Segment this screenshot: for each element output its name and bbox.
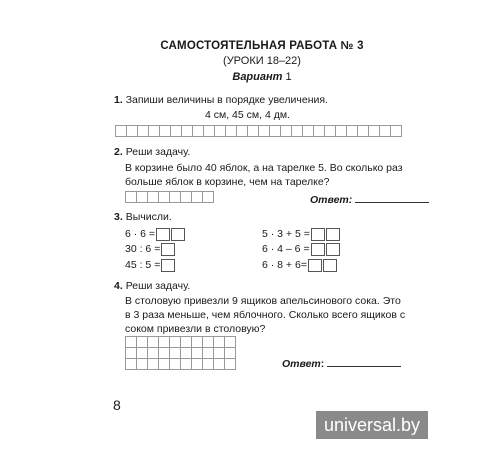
answer-box[interactable] bbox=[326, 228, 340, 241]
answer-grid[interactable] bbox=[125, 191, 214, 203]
task-4-text-line-3: соком привезли в столовую? bbox=[125, 323, 266, 335]
task-4 bbox=[114, 280, 190, 292]
answer-box[interactable] bbox=[326, 243, 340, 256]
answer-box[interactable] bbox=[171, 228, 185, 241]
answer-label: Ответ bbox=[282, 358, 321, 370]
task-3-number: 3. bbox=[114, 211, 123, 223]
expression-text: 6 · 8 + 6= bbox=[262, 259, 307, 271]
answer-box[interactable] bbox=[161, 243, 175, 256]
expression-text: 6 · 6 = bbox=[125, 228, 156, 240]
task-4-text-line-1: В столовую привезли 9 ящиков апельсинового сока. Это bbox=[125, 295, 401, 307]
answer-line[interactable] bbox=[355, 192, 429, 203]
task-2-text-line-1: В корзине было 40 яблок, а на тарелке 5. Во сколько раз bbox=[125, 162, 403, 174]
answer-box[interactable] bbox=[311, 228, 325, 241]
expression-text: 30 : 6 = bbox=[125, 243, 161, 255]
expression-text: 45 : 5 = bbox=[125, 259, 161, 271]
answer-box[interactable] bbox=[311, 243, 325, 256]
task-1-number: 1. bbox=[114, 94, 123, 106]
task-4-text-line-2: в 3 раза меньше, чем яблочного. Сколько всего ящиков с bbox=[125, 309, 406, 321]
task-1 bbox=[114, 94, 328, 106]
task-2-grid[interactable] bbox=[125, 191, 214, 203]
task-1-values: 4 см, 45 см, 4 дм. bbox=[205, 109, 290, 121]
answer-grid[interactable] bbox=[125, 336, 236, 370]
expression-row bbox=[125, 258, 175, 273]
watermark: universal.by bbox=[316, 411, 428, 439]
task-2 bbox=[114, 146, 190, 158]
variant-number: 1 bbox=[285, 71, 292, 83]
expression-row bbox=[125, 242, 175, 257]
task-4-grid[interactable] bbox=[125, 336, 236, 370]
expression-text: 5 · 3 + 5 = bbox=[262, 228, 310, 240]
answer-box[interactable] bbox=[323, 259, 337, 272]
answer-box[interactable] bbox=[156, 228, 170, 241]
task-4-number: 4. bbox=[114, 280, 123, 292]
answer-box[interactable] bbox=[308, 259, 322, 272]
task-2-instruction: Реши задачу. bbox=[125, 146, 191, 158]
page-title: САМОСТОЯТЕЛЬНАЯ РАБОТА № 3 bbox=[160, 40, 364, 52]
task-3-instruction: Вычисли. bbox=[125, 211, 172, 223]
task-2-number: 2. bbox=[114, 146, 123, 158]
expression-row bbox=[262, 242, 340, 257]
expression-row bbox=[262, 258, 337, 273]
answer-box[interactable] bbox=[161, 259, 175, 272]
task-2-text-line-2: больше яблок в корзине, чем на тарелке? bbox=[125, 176, 330, 188]
page-number: 8 bbox=[113, 397, 121, 413]
task-1-instruction: Запиши величины в порядке увеличения. bbox=[125, 94, 328, 106]
expression-row bbox=[125, 227, 185, 242]
task-4-answer[interactable]: Ответ: bbox=[282, 356, 401, 372]
variant-label: Вариант bbox=[232, 71, 283, 83]
variant-heading bbox=[0, 71, 500, 83]
answer-line[interactable] bbox=[327, 356, 401, 367]
task-3 bbox=[114, 211, 172, 223]
task-4-instruction: Реши задачу. bbox=[125, 280, 191, 292]
expression-row bbox=[262, 227, 340, 242]
answer-label: Ответ: bbox=[310, 194, 353, 206]
expression-text: 6 · 4 – 6 = bbox=[262, 243, 310, 255]
lesson-range: (УРОКИ 18–22) bbox=[223, 55, 301, 67]
task-1-grid[interactable] bbox=[115, 125, 402, 137]
answer-grid[interactable] bbox=[115, 125, 402, 137]
task-2-answer[interactable] bbox=[310, 192, 429, 208]
